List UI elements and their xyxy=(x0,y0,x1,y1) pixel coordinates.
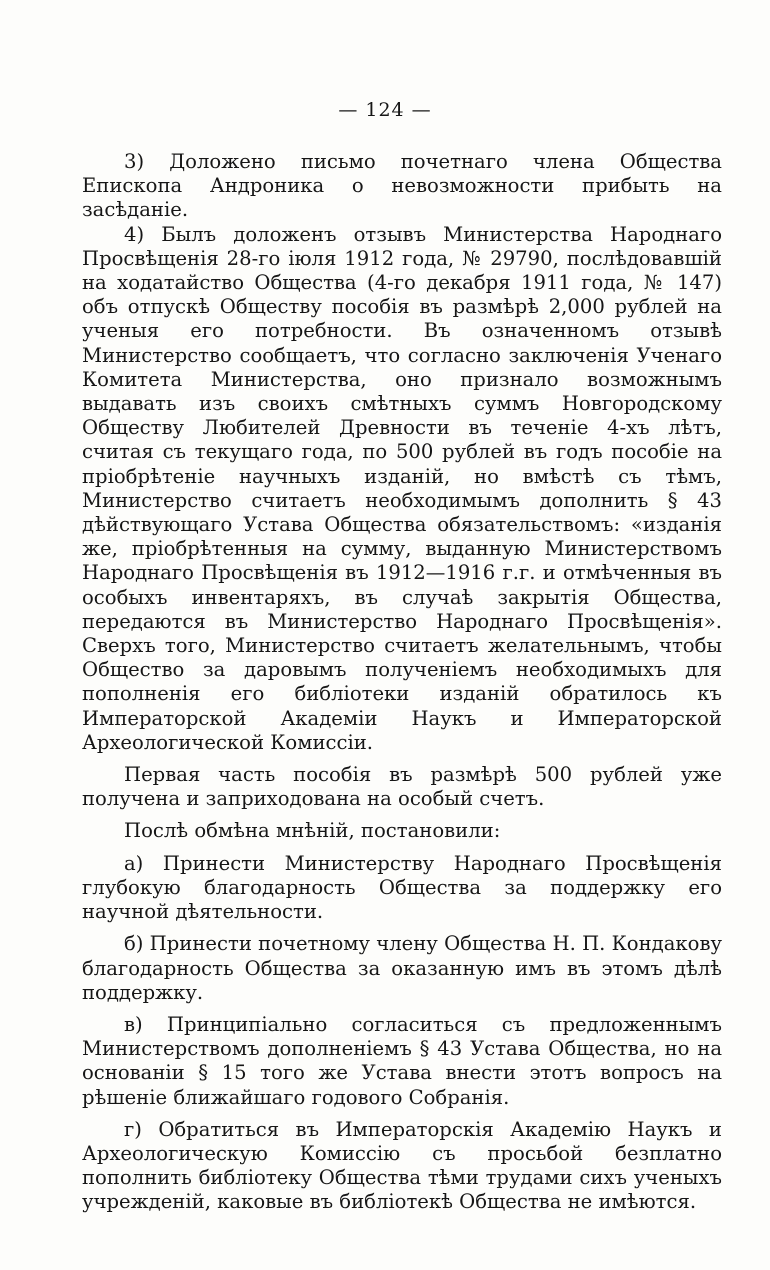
paragraph-item-b: б) Принести почетному члену Общества Н. П. Кондакову благодарность Общества за оказанную имъ въ этомъ дѣлѣ поддержку. xyxy=(82,932,722,1004)
paragraph-item-v: в) Принципіально согласиться съ предложеннымъ Министерствомъ дополненіемъ § 43 Устава Общества, но на основаніи § 15 того же Устава внести этотъ вопросъ на рѣшеніе ближайшаго годового Собранія. xyxy=(82,1012,722,1109)
page-number: — 124 — xyxy=(338,99,432,121)
page-body xyxy=(82,150,722,1215)
paragraph-item-3: 3) Доложено письмо почетнаго члена Общества Епископа Андроника о невозможности прибыть на засѣданіе. xyxy=(82,150,722,222)
paragraph-item-a: а) Принести Министерству Народнаго Просвѣщенія глубокую благодарность Общества за поддержку его научной дѣятельности. xyxy=(82,851,722,924)
paragraph-first-part: Первая часть пособія въ размѣрѣ 500 рублей уже получена и заприходована на особый счетъ. xyxy=(82,763,722,811)
paragraph-resolved: Послѣ обмѣна мнѣній, постановили: xyxy=(124,819,501,843)
paragraph-item-4: 4) Былъ доложенъ отзывъ Министерства Народнаго Просвѣщенія 28-го іюля 1912 года, № 29790, послѣдовавшій на ходатайство Общества (4-го декабря 1911 года, № 147) объ отпускѣ Обществу пособія въ размѣрѣ 2,000 рублей на ученыя его потребности. Въ означенномъ отзывѣ Министерство сообщаетъ, что согласно заключенія Ученаго Комитета Министерства, оно признало возможнымъ выдавать изъ своихъ смѣтныхъ суммъ Новгородскому Обществу Любителей Древности въ теченіе 4-хъ лѣтъ, считая съ текущаго года, по 500 рублей въ годъ пособіе на пріобрѣтеніе научныхъ изданій, но вмѣстѣ съ тѣмъ, Министерство считаетъ необходимымъ дополнить § 43 дѣйствующаго Устава Общества обязательствомъ: «изданія же, пріобрѣтенныя на сумму, выданную Министерствомъ Народнаго Просвѣщенія въ 1912—1916 г.г. и отмѣченныя въ особыхъ инвентаряхъ, въ случаѣ закрытія Общества, передаются въ Министерство Народнаго Просвѣщенія». Сверхъ того, Министерство считаетъ желательнымъ, чтобы Общество за даровымъ полученіемъ необходимыхъ для пополненія его библіотеки изданій обратилось къ Императорской Академіи Наукъ и Императорской Археологической Комиссіи. xyxy=(82,222,722,754)
paragraph-item-g: г) Обратиться въ Императорскія Академію Наукъ и Археологическую Комиссію съ просьбой безплатно пополнить библіотеку Общества тѣми трудами сихъ ученыхъ учрежденій, каковые въ библіотекѣ Общества не имѣются. xyxy=(82,1117,722,1214)
